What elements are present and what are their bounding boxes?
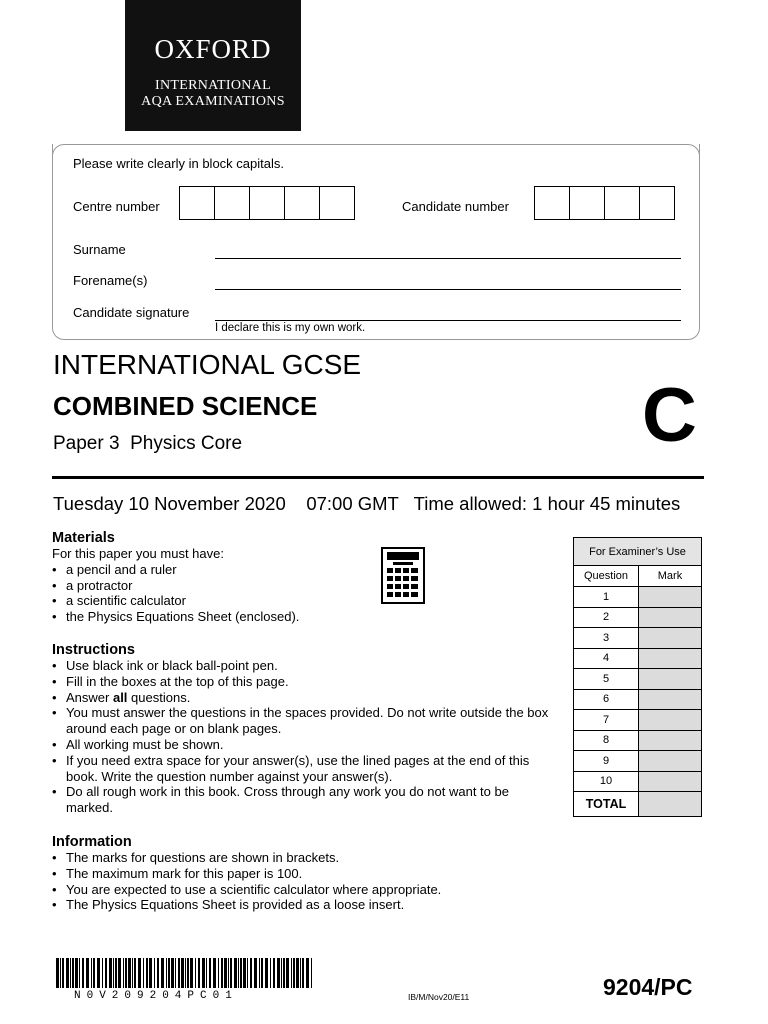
barcode-bar xyxy=(91,958,92,988)
barcode-bar xyxy=(86,958,89,988)
instructions-section xyxy=(52,642,552,816)
oxford-aqa-logo xyxy=(125,0,301,131)
barcode-bar xyxy=(157,958,159,988)
barcode-bar xyxy=(286,958,289,988)
barcode-bar xyxy=(270,958,271,988)
barcode-bar xyxy=(259,958,260,988)
centre-number-label: Centre number xyxy=(73,199,160,214)
barcode-bar xyxy=(273,958,275,988)
barcode-bar xyxy=(198,958,200,988)
barcode-bar xyxy=(128,958,131,988)
table-row xyxy=(574,587,702,608)
barcode-icon xyxy=(56,958,318,988)
centre-digit-box[interactable] xyxy=(249,186,285,220)
barcode-bar xyxy=(234,958,237,988)
barcode-bar xyxy=(291,958,292,988)
barcode-bar xyxy=(79,958,80,988)
mark-cell xyxy=(639,771,702,792)
centre-digit-box[interactable] xyxy=(319,186,355,220)
candidate-digit-box[interactable] xyxy=(569,186,605,220)
materials-heading: Materials xyxy=(52,530,115,546)
barcode-bar xyxy=(202,958,205,988)
mark-cell xyxy=(639,751,702,772)
barcode-bar xyxy=(243,958,246,988)
barcode-bar xyxy=(118,958,121,988)
barcode-bar xyxy=(218,958,219,988)
mark-cell xyxy=(639,710,702,731)
barcode-bar xyxy=(75,958,78,988)
instructions-list xyxy=(52,658,552,816)
barcode-bar xyxy=(206,958,207,988)
table-row xyxy=(574,648,702,669)
materials-section xyxy=(52,530,382,625)
barcode-bar xyxy=(311,958,312,988)
total-row xyxy=(574,792,702,817)
barcode-bar xyxy=(230,958,232,988)
barcode-bar xyxy=(283,958,285,988)
logo-line-1: OXFORD xyxy=(154,34,272,64)
barcode-bar xyxy=(115,958,117,988)
barcode-bar xyxy=(281,958,282,988)
barcode-bar xyxy=(238,958,239,988)
list-item: • a scientific calculator xyxy=(52,593,382,609)
barcode-bar xyxy=(175,958,176,988)
barcode-bar xyxy=(138,958,141,988)
list-item: • All working must be shown. xyxy=(52,737,552,753)
total-label: TOTAL xyxy=(574,792,639,817)
barcode-bar xyxy=(168,958,170,988)
barcode-bar xyxy=(302,958,304,988)
question-number: 2 xyxy=(574,607,639,628)
list-item: • Fill in the boxes at the top of this page. xyxy=(52,674,552,690)
barcode-bar xyxy=(70,958,71,988)
calculator-icon xyxy=(381,547,425,604)
subject-title: COMBINED SCIENCE xyxy=(53,391,318,421)
list-item: • You must answer the questions in the spaces provided. Do not write outside the box around each page or on blank pages. xyxy=(52,705,552,737)
logo-line-2: INTERNATIONAL xyxy=(155,78,271,93)
barcode-bar xyxy=(293,958,295,988)
surname-label: Surname xyxy=(73,242,126,257)
barcode-bar xyxy=(109,958,112,988)
candidate-number-boxes[interactable] xyxy=(534,186,675,220)
centre-digit-box[interactable] xyxy=(179,186,215,220)
information-section xyxy=(52,834,552,913)
barcode-bar xyxy=(97,958,100,988)
mark-cell xyxy=(639,730,702,751)
table-row xyxy=(574,607,702,628)
list-item: • Answer all questions. xyxy=(52,690,552,706)
examiner-table-title: For Examiner’s Use xyxy=(574,538,702,566)
barcode-bar xyxy=(228,958,229,988)
mark-cell xyxy=(639,587,702,608)
candidate-digit-box[interactable] xyxy=(534,186,570,220)
barcode-bar xyxy=(261,958,263,988)
barcode-bar xyxy=(132,958,133,988)
block-capitals-instruction: Please write clearly in block capitals. xyxy=(73,156,284,171)
materials-intro: For this paper you must have: xyxy=(52,546,224,561)
barcode-bar xyxy=(113,958,114,988)
information-heading: Information xyxy=(52,834,132,850)
qualification-title: INTERNATIONAL GCSE xyxy=(53,349,362,380)
list-item: • a protractor xyxy=(52,578,382,594)
barcode-bar xyxy=(296,958,299,988)
barcode-bar xyxy=(161,958,164,988)
list-item: • the Physics Equations Sheet (enclosed). xyxy=(52,609,382,625)
barcode-bar xyxy=(300,958,301,988)
question-number: 9 xyxy=(574,751,639,772)
barcode-bar xyxy=(56,958,59,988)
question-number: 1 xyxy=(574,587,639,608)
barcode-bar xyxy=(224,958,227,988)
barcode-bar xyxy=(149,958,152,988)
list-item: • Use black ink or black ball-point pen. xyxy=(52,658,552,674)
table-row xyxy=(574,710,702,731)
total-mark-cell xyxy=(639,792,702,817)
forename-label: Forename(s) xyxy=(73,273,148,288)
question-number: 3 xyxy=(574,628,639,649)
barcode-bar xyxy=(221,958,223,988)
barcode-bar xyxy=(93,958,95,988)
mark-column-header: Mark xyxy=(639,566,702,587)
barcode-bar xyxy=(171,958,174,988)
barcode-bar xyxy=(134,958,136,988)
mark-cell xyxy=(639,669,702,690)
mark-cell xyxy=(639,689,702,710)
centre-number-boxes[interactable] xyxy=(179,186,355,220)
table-row xyxy=(574,730,702,751)
materials-list xyxy=(52,562,382,625)
barcode-bar xyxy=(254,958,257,988)
paper-code: 9204/PC xyxy=(603,974,693,1000)
barcode-bar xyxy=(277,958,280,988)
barcode-bar xyxy=(247,958,248,988)
list-item: • The Physics Equations Sheet is provided as a loose insert. xyxy=(52,897,552,913)
barcode-bar xyxy=(195,958,196,988)
barcode-bar xyxy=(66,958,69,988)
barcode-bar xyxy=(187,958,189,988)
barcode-bar xyxy=(209,958,211,988)
question-number: 7 xyxy=(574,710,639,731)
barcode-bar xyxy=(240,958,242,988)
table-row xyxy=(574,628,702,649)
list-item: • Do all rough work in this book. Cross through any work you do not want to be marked. xyxy=(52,784,552,816)
barcode-bar xyxy=(190,958,193,988)
surname-field[interactable] xyxy=(215,258,681,259)
question-column-header: Question xyxy=(574,566,639,587)
list-item: • You are expected to use a scientific calculator where appropriate. xyxy=(52,882,552,898)
question-number: 5 xyxy=(574,669,639,690)
barcode-bar xyxy=(72,958,74,988)
exam-date-time: Tuesday 10 November 2020 07:00 GMT Time allowed: 1 hour 45 minutes xyxy=(53,493,681,514)
barcode-bar xyxy=(123,958,124,988)
barcode-bar xyxy=(102,958,103,988)
centre-digit-box[interactable] xyxy=(284,186,320,220)
barcode-bar xyxy=(181,958,184,988)
barcode-bar xyxy=(105,958,107,988)
barcode-bar xyxy=(213,958,216,988)
list-item: • If you need extra space for your answer(s), use the lined pages at the end of this book. Write the question number against your answer(s). xyxy=(52,753,552,785)
mark-cell xyxy=(639,607,702,628)
question-number: 10 xyxy=(574,771,639,792)
title-divider xyxy=(52,476,704,479)
signature-label: Candidate signature xyxy=(73,305,190,320)
list-item: • The maximum mark for this paper is 100. xyxy=(52,866,552,882)
barcode-text: N0V209204PC01 xyxy=(74,990,238,1002)
candidate-digit-box[interactable] xyxy=(604,186,640,220)
barcode-bar xyxy=(60,958,61,988)
forename-field[interactable] xyxy=(215,289,681,290)
declaration-text: I declare this is my own work. xyxy=(215,322,366,334)
tier-letter: C xyxy=(642,373,697,458)
table-row xyxy=(574,689,702,710)
barcode-bar xyxy=(154,958,155,988)
examiner-use-table xyxy=(573,537,702,817)
paper-title: Paper 3 Physics Core xyxy=(53,433,243,454)
logo-line-3: AQA EXAMINATIONS xyxy=(141,94,285,109)
barcode-bar xyxy=(143,958,144,988)
barcode-bar xyxy=(125,958,127,988)
candidate-number-label: Candidate number xyxy=(402,199,509,214)
barcode-bar xyxy=(265,958,268,988)
barcode-bar xyxy=(250,958,252,988)
instructions-heading: Instructions xyxy=(52,642,135,658)
table-row xyxy=(574,669,702,690)
barcode-bar xyxy=(62,958,64,988)
barcode-bar xyxy=(166,958,167,988)
candidate-digit-box[interactable] xyxy=(639,186,675,220)
mark-cell xyxy=(639,628,702,649)
question-number: 8 xyxy=(574,730,639,751)
barcode-bar xyxy=(178,958,180,988)
table-row xyxy=(574,771,702,792)
barcode-bar xyxy=(306,958,309,988)
centre-digit-box[interactable] xyxy=(214,186,250,220)
paper-reference: IB/M/Nov20/E11 xyxy=(408,992,470,1002)
barcode-bar xyxy=(146,958,148,988)
mark-cell xyxy=(639,648,702,669)
question-number: 4 xyxy=(574,648,639,669)
question-number: 6 xyxy=(574,689,639,710)
barcode-bar xyxy=(185,958,186,988)
barcode-bar xyxy=(82,958,84,988)
list-item: • The marks for questions are shown in brackets. xyxy=(52,850,552,866)
signature-field[interactable] xyxy=(215,320,681,321)
table-row xyxy=(574,751,702,772)
list-item: • a pencil and a ruler xyxy=(52,562,382,578)
information-list xyxy=(52,850,552,913)
